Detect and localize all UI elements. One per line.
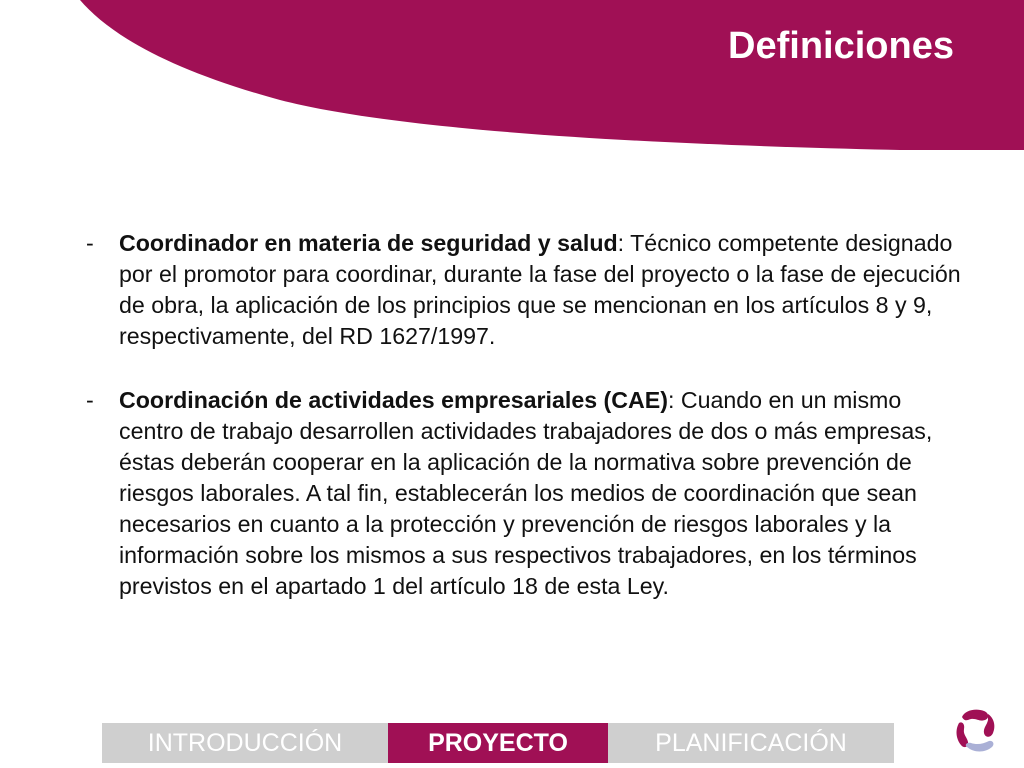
logo-left-stroke xyxy=(957,722,969,747)
slide-title: Definiciones xyxy=(728,25,954,67)
header-curve-shape xyxy=(80,0,1024,150)
definition-term: Coordinador en materia de seguridad y salud xyxy=(119,230,618,256)
definition-term: Coordinación de actividades empresariales (CAE) xyxy=(119,387,668,414)
definition-body xyxy=(119,385,966,601)
definition-separator: : xyxy=(667,387,675,414)
definition-text: Técnico competente designado por el promotor para coordinar, durante la fase del proyecto o la fase de ejecución de obra, la aplicación de los principios que se mencionan en los artículos 8 y 9, respectivamente, del RD 1627/1997. xyxy=(119,230,961,349)
definition-text: Cuando en un mismo centro de trabajo desarrollen actividades trabajadores de dos o más empresas, éstas deberán cooperar en la aplicación de la normativa sobre prevención de riesgos laborales. A tal fin, establecerán los medios de coordinación que sean necesarios en cuanto a la protección y prevención de riesgos laborales y la información sobre los mismos a sus respectivos trabajadores, en los términos previstos en el apartado 1 del artículo 18 de esta Ley. xyxy=(119,387,933,599)
bullet-dash: - xyxy=(86,230,94,256)
nav-tab-planificacion[interactable]: PLANIFICACIÓN xyxy=(608,723,894,763)
header-band xyxy=(0,0,1024,150)
logo-top-stroke xyxy=(962,710,988,721)
definition-item xyxy=(86,228,966,351)
nav-tab-introduccion[interactable]: INTRODUCCIÓN xyxy=(102,723,388,763)
brand-logo-icon xyxy=(954,704,1000,754)
bullet-dash: - xyxy=(86,387,94,414)
definition-separator: : xyxy=(617,230,625,256)
section-navigation xyxy=(102,723,894,763)
definitions-list xyxy=(86,228,966,601)
logo-bottom-stroke xyxy=(966,741,994,752)
definition-item xyxy=(86,385,966,601)
definition-body xyxy=(119,228,966,351)
nav-tab-proyecto[interactable]: PROYECTO xyxy=(388,723,608,763)
